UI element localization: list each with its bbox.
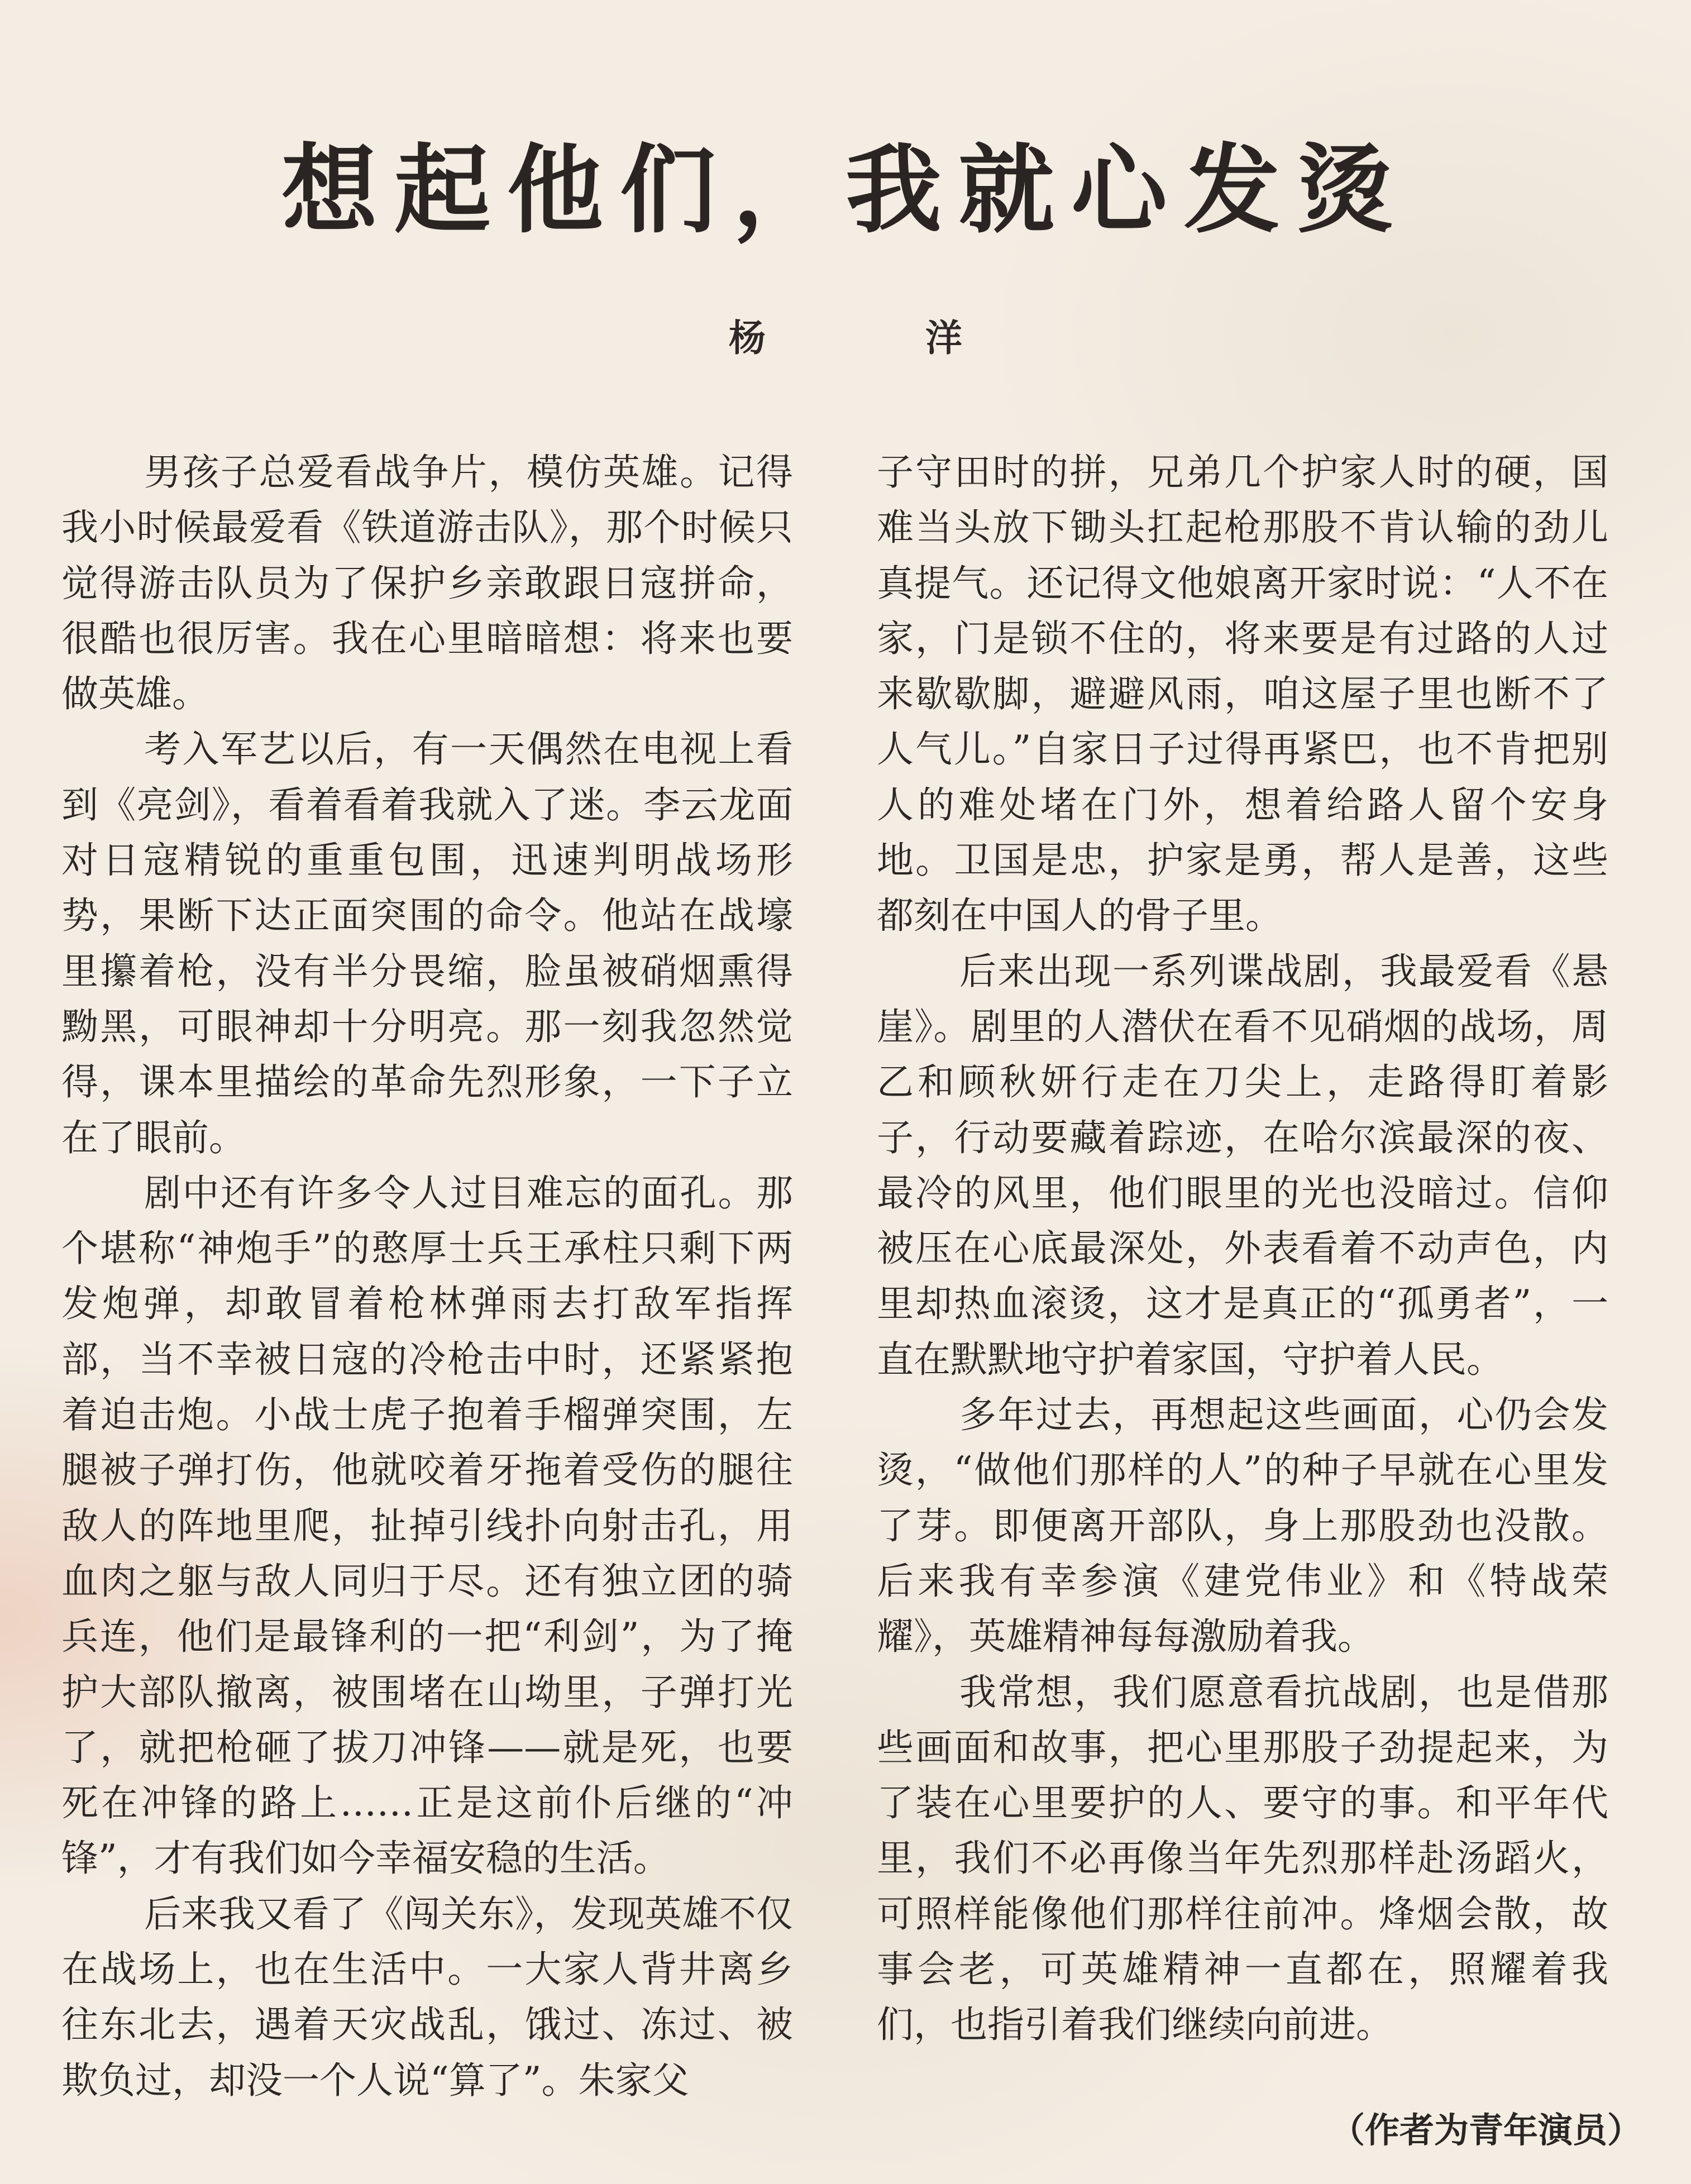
paragraph: 剧中还有许多令人过目难忘的面孔。那个堪称“神炮手”的憨厚士兵王承柱只剩下两发炮弹，却敢冒着枪林弹雨去打敌军指挥部，当不幸被日寇的冷枪击中时，还紧紧抱着迫击炮。小战士虎子抱着手榴弹突围，左腿被子弹打伤，他就咬着牙拖着受伤的腿往敌人的阵地里爬，扯掉引线扑向射击孔，用血肉之躯与敌人同归于尽。还有独立团的骑兵连，他们是最锋利的一把“利剑”，为了掩护大部队撤离，被围堵在山坳里，子弹打光了，就把枪砸了拔刀冲锋——就是死，也要死在冲锋的路上……正是这前仆后继的“冲锋”，才有我们如今幸福安稳的生活。	[61, 1171, 793, 1880]
paragraph: 我常想，我们愿意看抗战剧，也是借那些画面和故事，把心里那股子劲提起来，为了装在心里要护的人、要守的事。和平年代里，我们不必再像当年先烈那样赴汤蹈火，可照样能像他们那样往前冲。烽烟会散，故事会老，可英雄精神一直都在，照耀着我们，也指引着我们继续向前进。	[877, 1670, 1608, 2047]
author-note: （作者为青年演员）	[1330, 2110, 1642, 2150]
article-title: 想起他们，我就心发烫	[281, 133, 1410, 246]
paragraph-continuation: 子守田时的拼，兄弟几个护家人时的硬，国难当头放下锄头扛起枪那股不肯认输的劲儿真提气。还记得文他娘离开家时说：“人不在家，门是锁不住的，将来要是有过路的人过来歇歇脚，避避风雨，咱这屋子里也断不了人气儿。”自家日子过得再紧巴，也不肯把别人的难处堵在门外，想着给路人留个安身地。卫国是忠，护家是勇，帮人是善，这些都刻在中国人的骨子里。	[877, 451, 1608, 938]
left-column	[61, 445, 793, 2108]
right-column	[877, 445, 1608, 2053]
paragraph: 男孩子总爱看战争片，模仿英雄。记得我小时候最爱看《铁道游击队》，那个时候只觉得游击队员为了保护乡亲敢跟日寇拼命，很酷也很厉害。我在心里暗暗想：将来也要做英雄。	[61, 451, 793, 716]
article-author: 杨 洋	[729, 316, 1024, 360]
paragraph: 后来出现一系列谍战剧，我最爱看《悬崖》。剧里的人潜伏在看不见硝烟的战场，周乙和顾秋妍行走在刀尖上，走路得盯着影子，行动要藏着踪迹，在哈尔滨最深的夜、最冷的风里，他们眼里的光也没暗过。信仰被压在心底最深处，外表看着不动声色，内里却热血滚烫，这才是真正的“孤勇者”，一直在默默地守护着家国，守护着人民。	[877, 949, 1608, 1381]
paragraph: 考入军艺以后，有一天偶然在电视上看到《亮剑》，看着看着我就入了迷。李云龙面对日寇精锐的重重包围，迅速判明战场形势，果断下达正面突围的命令。他站在战壕里攥着枪，没有半分畏缩，脸虽被硝烟熏得黝黑，可眼神却十分明亮。那一刻我忽然觉得，课本里描绘的革命先烈形象，一下子立在了眼前。	[61, 728, 793, 1159]
paragraph: 多年过去，再想起这些画面，心仍会发烫，“做他们那样的人”的种子早就在心里发了芽。即便离开部队，身上那股劲也没散。后来我有幸参演《建党伟业》和《特战荣耀》，英雄精神每每激励着我。	[877, 1393, 1608, 1659]
paragraph: 后来我又看了《闯关东》，发现英雄不仅在战场上，也在生活中。一大家人背井离乡往东北去，遇着天灾战乱，饿过、冻过、被欺负过，却没一个人说“算了”。朱家父	[61, 1892, 793, 2102]
